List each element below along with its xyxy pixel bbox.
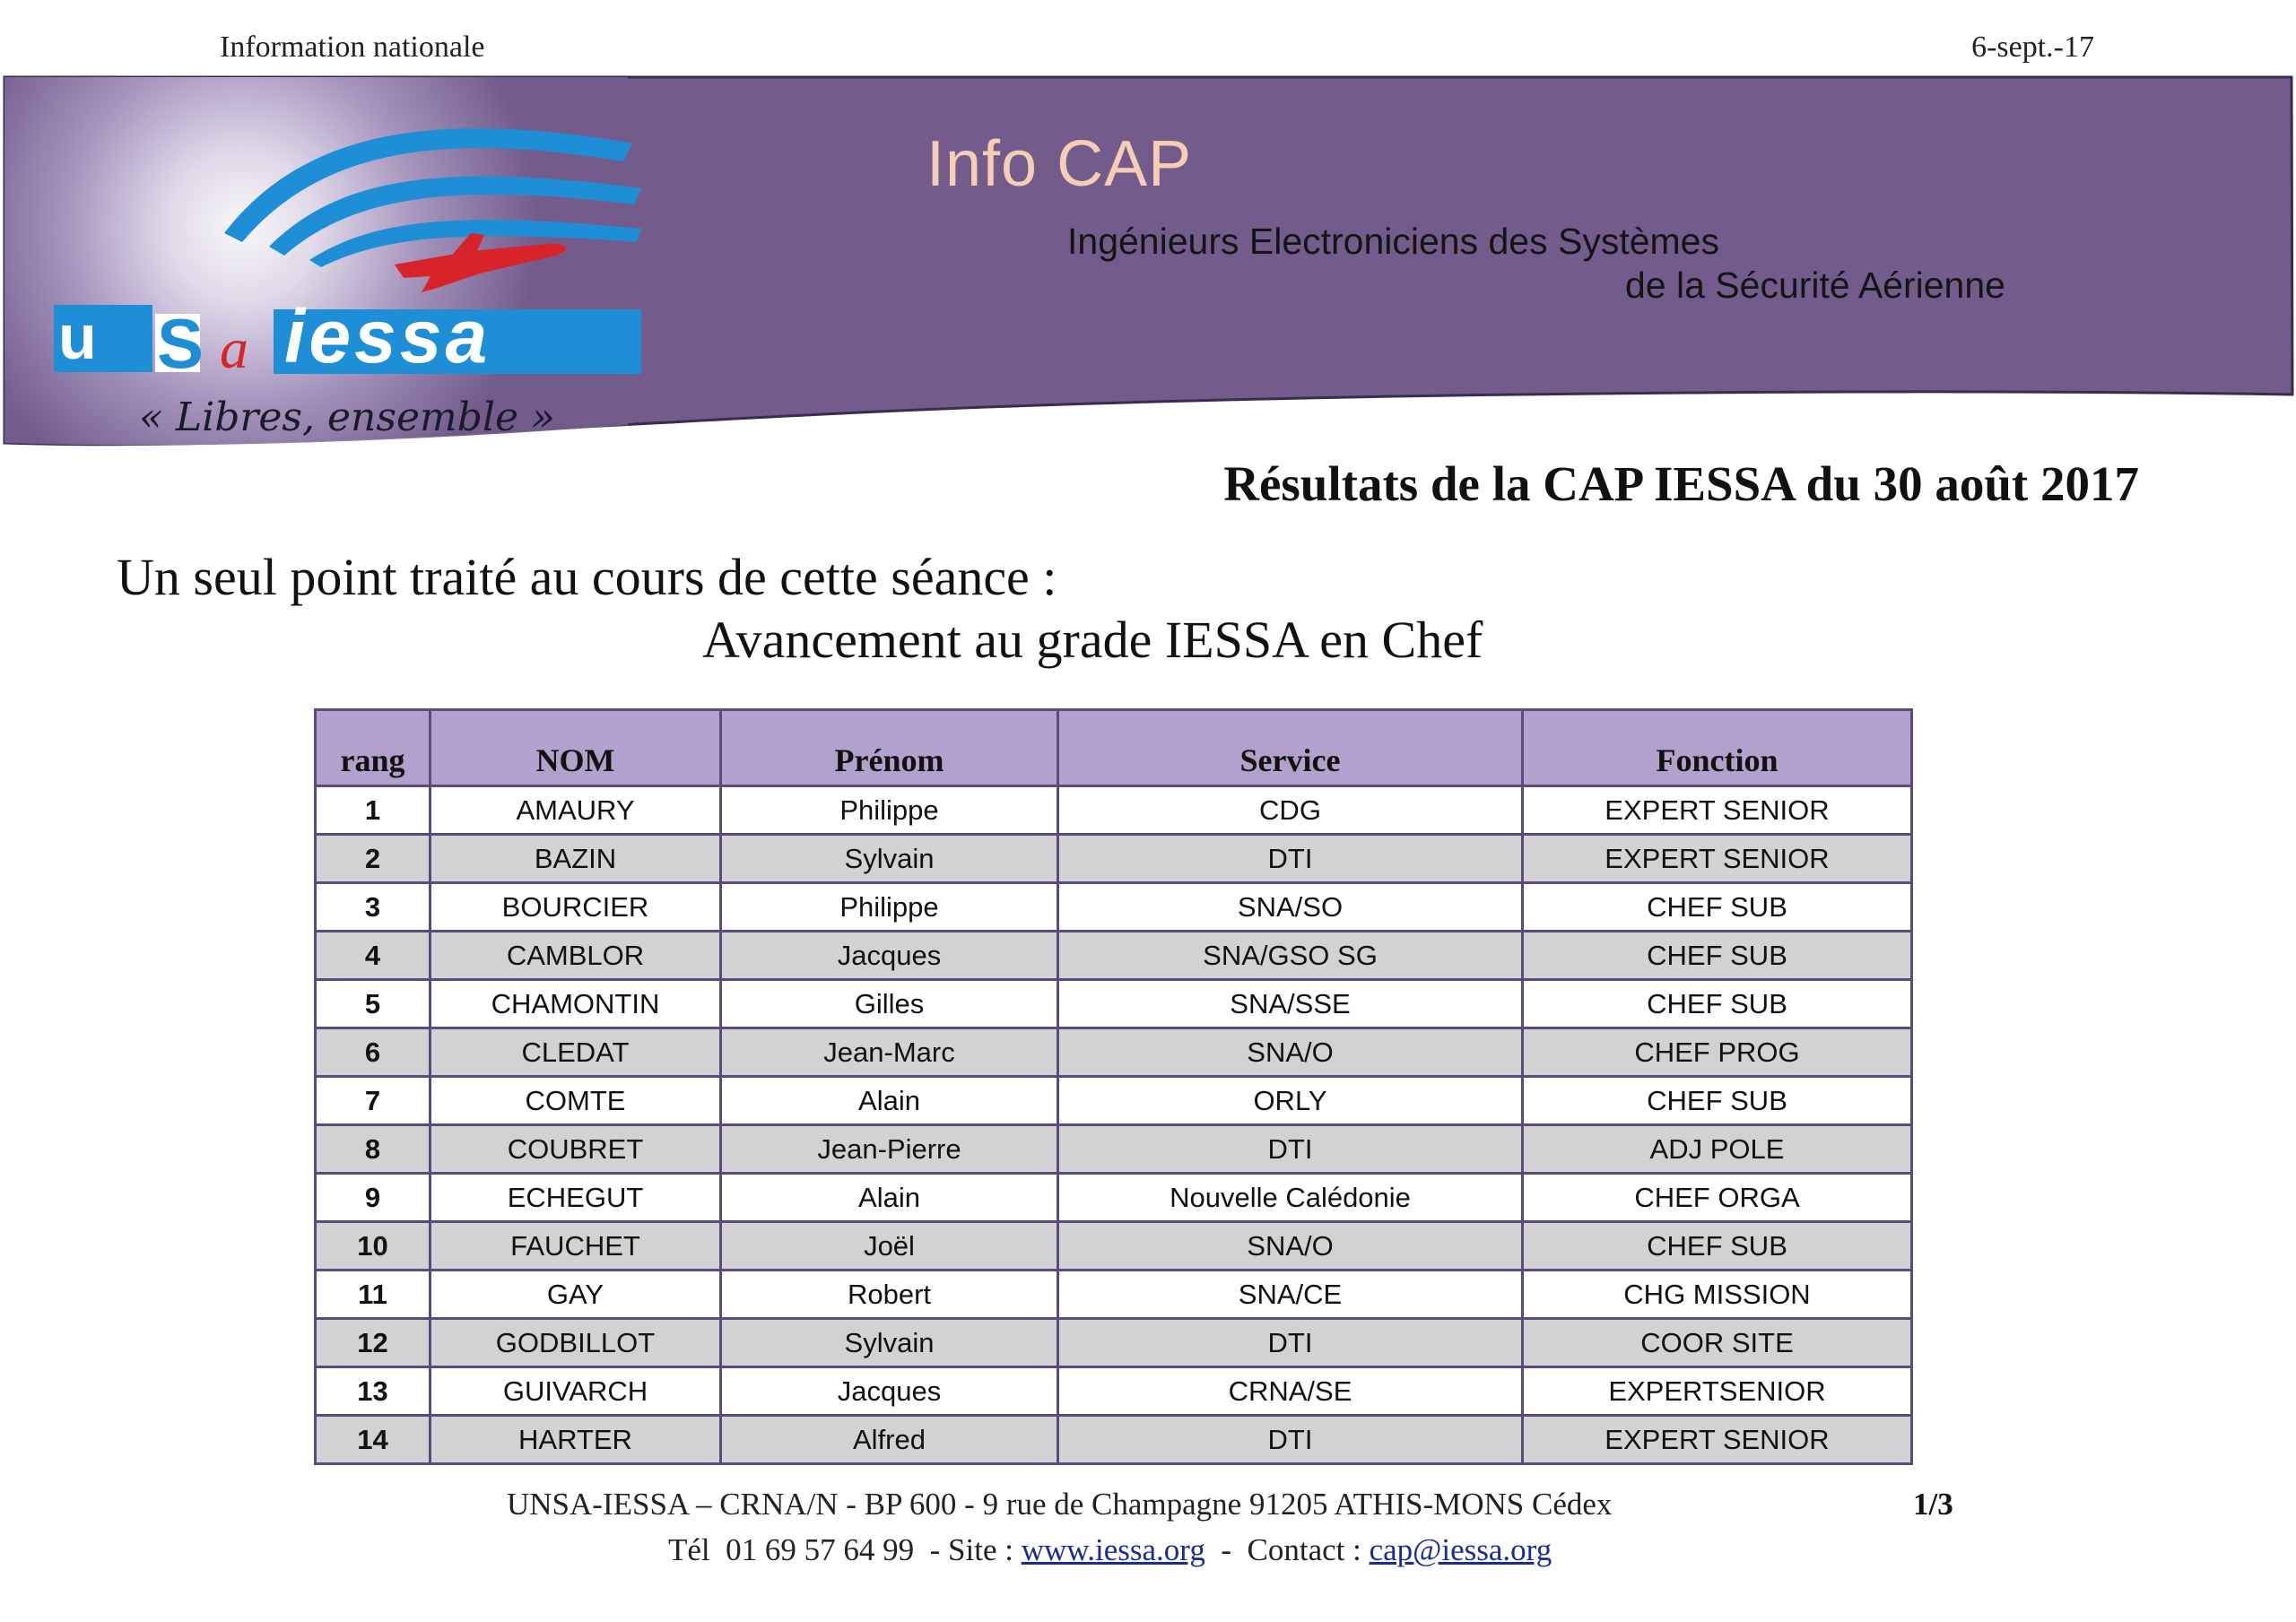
cell-nom: BOURCIER xyxy=(430,883,721,932)
banner-title: Info CAP xyxy=(926,128,1193,200)
table-header-row xyxy=(316,710,1912,786)
svg-text:« Libres, ensemble »: « Libres, ensemble » xyxy=(139,395,555,440)
cell-service: SNA/GSO SG xyxy=(1058,932,1523,980)
cell-prenom: Philippe xyxy=(721,883,1058,932)
cell-service: CRNA/SE xyxy=(1058,1367,1523,1416)
cell-fonction: CHG MISSION xyxy=(1523,1271,1912,1319)
cell-fonction: CHEF SUB xyxy=(1523,980,1912,1028)
cell-nom: AMAURY xyxy=(430,786,721,835)
cell-service: SNA/O xyxy=(1058,1028,1523,1077)
table-row xyxy=(316,1125,1912,1174)
cell-rang: 6 xyxy=(316,1028,430,1077)
cell-nom: CHAMONTIN xyxy=(430,980,721,1028)
cell-rang: 9 xyxy=(316,1174,430,1222)
table-row xyxy=(316,883,1912,932)
cell-service: Nouvelle Calédonie xyxy=(1058,1174,1523,1222)
table-row xyxy=(316,1028,1912,1077)
cell-service: ORLY xyxy=(1058,1077,1523,1125)
cell-prenom: Robert xyxy=(721,1271,1058,1319)
header-date: 6-sept.-17 xyxy=(1971,30,2094,64)
cell-service: DTI xyxy=(1058,835,1523,883)
cell-service: DTI xyxy=(1058,1416,1523,1464)
table-row xyxy=(316,835,1912,883)
svg-text:N: N xyxy=(117,314,144,356)
cell-service: CDG xyxy=(1058,786,1523,835)
cell-nom: COMTE xyxy=(430,1077,721,1125)
results-title: Résultats de la CAP IESSA du 30 août 2017 xyxy=(1223,456,2139,511)
email-link[interactable]: cap@iessa.org xyxy=(1369,1532,1552,1567)
header-fonction: Fonction xyxy=(1523,710,1912,786)
cell-prenom: Jacques xyxy=(721,932,1058,980)
table-row xyxy=(316,1367,1912,1416)
cell-fonction: CHEF SUB xyxy=(1523,883,1912,932)
cell-rang: 4 xyxy=(316,932,430,980)
cell-rang: 2 xyxy=(316,835,430,883)
cell-nom: CAMBLOR xyxy=(430,932,721,980)
cell-fonction: EXPERT SENIOR xyxy=(1523,835,1912,883)
cell-nom: ECHEGUT xyxy=(430,1174,721,1222)
cell-nom: FAUCHET xyxy=(430,1222,721,1271)
plane-icon xyxy=(395,244,566,292)
cell-nom: BAZIN xyxy=(430,835,721,883)
cell-nom: GAY xyxy=(430,1271,721,1319)
cell-rang: 13 xyxy=(316,1367,430,1416)
header-rang: rang xyxy=(316,710,430,786)
table-row xyxy=(316,786,1912,835)
cell-rang: 14 xyxy=(316,1416,430,1464)
cell-fonction: ADJ POLE xyxy=(1523,1125,1912,1174)
table-row xyxy=(316,932,1912,980)
table-body xyxy=(316,786,1912,1464)
cell-rang: 3 xyxy=(316,883,430,932)
cell-rang: 8 xyxy=(316,1125,430,1174)
results-table xyxy=(314,708,1913,1465)
cell-fonction: COOR SITE xyxy=(1523,1319,1912,1367)
cell-service: DTI xyxy=(1058,1125,1523,1174)
cell-nom: CLEDAT xyxy=(430,1028,721,1077)
cell-rang: 11 xyxy=(316,1271,430,1319)
cell-prenom: Philippe xyxy=(721,786,1058,835)
cell-service: SNA/SO xyxy=(1058,883,1523,932)
cell-fonction: EXPERT SENIOR xyxy=(1523,786,1912,835)
svg-text:S: S xyxy=(157,304,204,383)
svg-text:u: u xyxy=(58,302,97,372)
header-prenom: Prénom xyxy=(721,710,1058,786)
table-row xyxy=(316,1174,1912,1222)
footer-address: UNSA-IESSA – CRNA/N - BP 600 - 9 rue de Champagne 91205 ATHIS-MONS Cédex xyxy=(507,1487,1613,1522)
site-link[interactable]: www.iessa.org xyxy=(1021,1532,1205,1567)
svg-text:iessa: iessa xyxy=(284,294,491,378)
cell-rang: 7 xyxy=(316,1077,430,1125)
cell-service: DTI xyxy=(1058,1319,1523,1367)
cell-fonction: EXPERTSENIOR xyxy=(1523,1367,1912,1416)
cell-rang: 10 xyxy=(316,1222,430,1271)
footer-contact-label: - Contact : xyxy=(1205,1532,1370,1567)
table-row xyxy=(316,1222,1912,1271)
cell-fonction: CHEF PROG xyxy=(1523,1028,1912,1077)
cell-service: SNA/SSE xyxy=(1058,980,1523,1028)
header-section-label: Information nationale xyxy=(220,30,485,64)
header-nom: NOM xyxy=(430,710,721,786)
cell-fonction: CHEF SUB xyxy=(1523,1077,1912,1125)
footer-contact-line xyxy=(668,1532,1552,1568)
cell-nom: COUBRET xyxy=(430,1125,721,1174)
cell-prenom: Sylvain xyxy=(721,1319,1058,1367)
cell-nom: GUIVARCH xyxy=(430,1367,721,1416)
cell-prenom: Alfred xyxy=(721,1416,1058,1464)
cell-prenom: Gilles xyxy=(721,980,1058,1028)
footer-tel: Tél 01 69 57 64 99 - Site : xyxy=(668,1532,1022,1567)
cell-rang: 12 xyxy=(316,1319,430,1367)
cell-fonction: CHEF SUB xyxy=(1523,932,1912,980)
cell-prenom: Jean-Pierre xyxy=(721,1125,1058,1174)
cell-nom: HARTER xyxy=(430,1416,721,1464)
cell-fonction: EXPERT SENIOR xyxy=(1523,1416,1912,1464)
svg-text:a: a xyxy=(220,317,248,380)
table-row xyxy=(316,1416,1912,1464)
cell-prenom: Jacques xyxy=(721,1367,1058,1416)
cell-prenom: Joël xyxy=(721,1222,1058,1271)
cell-nom: GODBILLOT xyxy=(430,1319,721,1367)
cell-fonction: CHEF SUB xyxy=(1523,1222,1912,1271)
cell-rang: 1 xyxy=(316,786,430,835)
table-row xyxy=(316,1271,1912,1319)
logo-graphic xyxy=(49,90,695,448)
unsa-iessa-logo xyxy=(49,90,695,448)
page-number: 1/3 xyxy=(1913,1487,1953,1522)
intro-text: Un seul point traité au cours de cette séance : xyxy=(117,548,1057,606)
banner-subtitle-line2: de la Sécurité Aérienne xyxy=(1625,265,2005,306)
table-row xyxy=(316,1077,1912,1125)
header-service: Service xyxy=(1058,710,1523,786)
table-row xyxy=(316,980,1912,1028)
banner-subtitle-line1: Ingénieurs Electroniciens des Systèmes xyxy=(1067,221,1719,262)
cell-service: SNA/CE xyxy=(1058,1271,1523,1319)
subheading: Avancement au grade IESSA en Chef xyxy=(702,611,1483,669)
cell-prenom: Alain xyxy=(721,1077,1058,1125)
cell-prenom: Jean-Marc xyxy=(721,1028,1058,1077)
cell-fonction: CHEF ORGA xyxy=(1523,1174,1912,1222)
cell-prenom: Alain xyxy=(721,1174,1058,1222)
cell-service: SNA/O xyxy=(1058,1222,1523,1271)
table-row xyxy=(316,1319,1912,1367)
cell-prenom: Sylvain xyxy=(721,835,1058,883)
cell-rang: 5 xyxy=(316,980,430,1028)
